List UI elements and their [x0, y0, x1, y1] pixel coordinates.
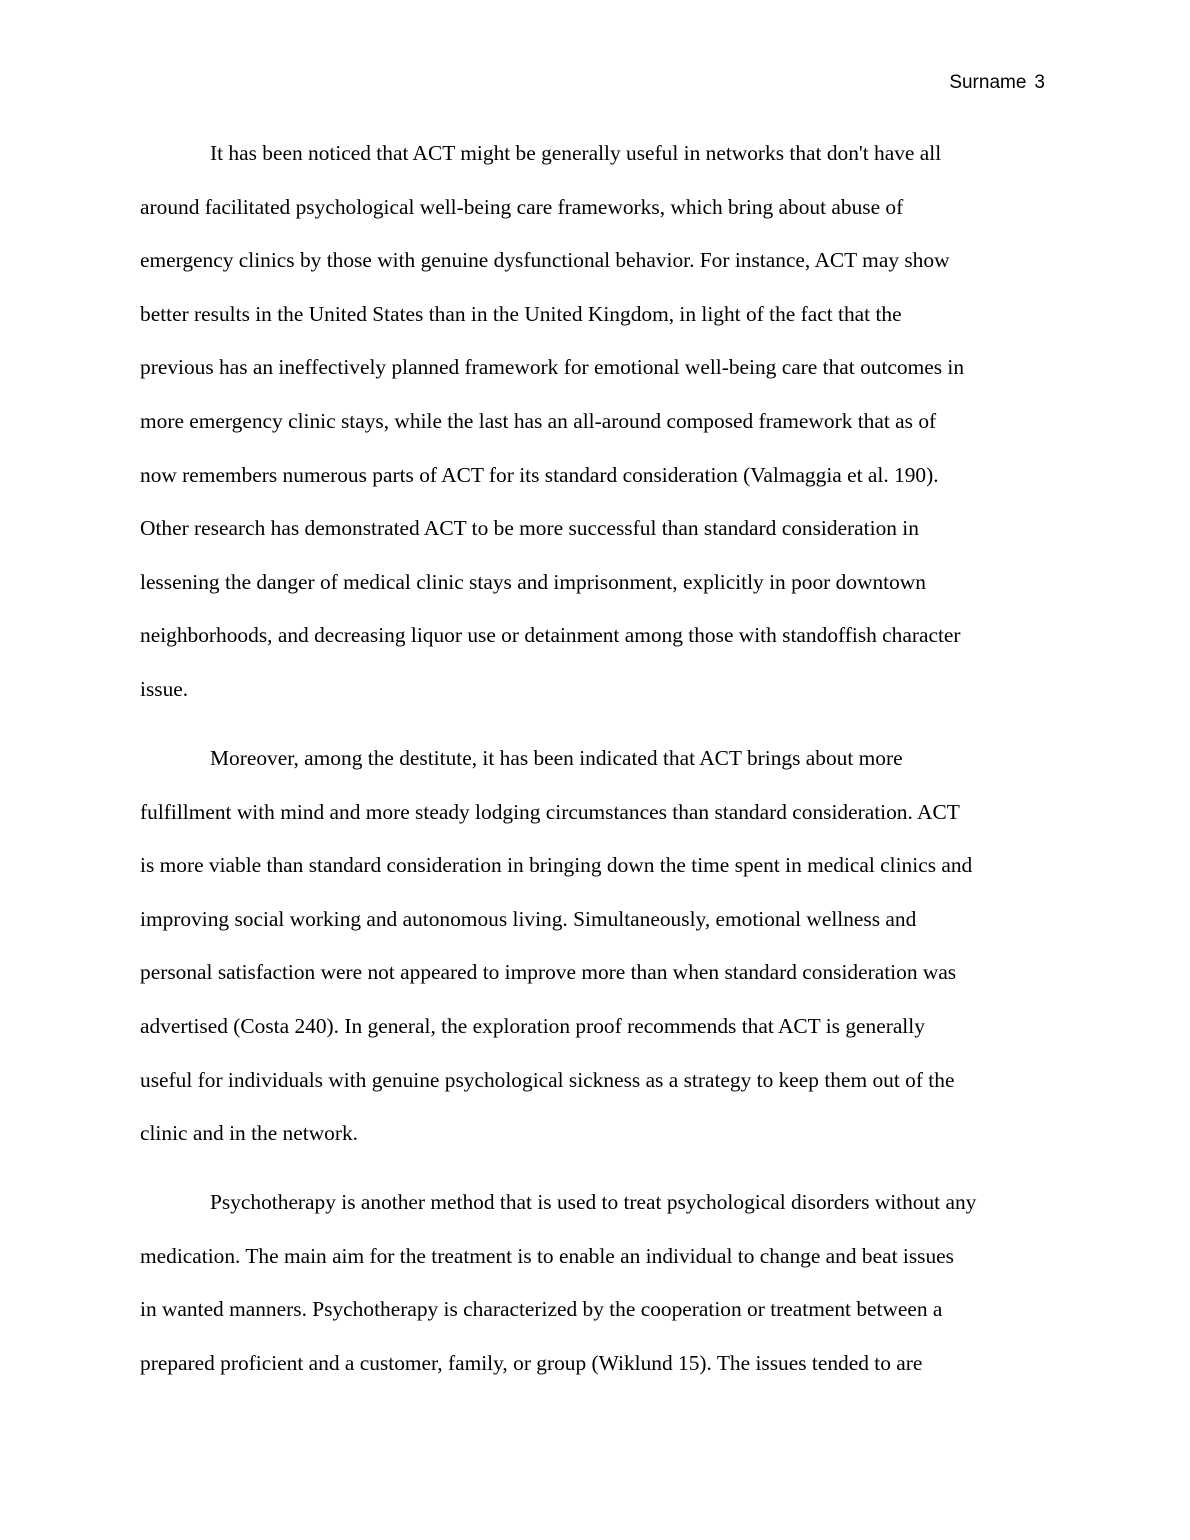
- body-text: [140, 127, 1050, 1406]
- paragraph-line: more emergency clinic stays, while the last has an all-around composed framework that as of: [140, 408, 937, 433]
- paragraph-line: useful for individuals with genuine psychological sickness as a strategy to keep them out of the: [140, 1067, 955, 1092]
- paragraph-line: issue.: [140, 676, 189, 701]
- paragraph-line: previous has an ineffectively planned framework for emotional well-being care that outcomes in: [140, 355, 965, 380]
- paragraph-line: emergency clinics by those with genuine dysfunctional behavior. For instance, ACT may show: [140, 248, 950, 273]
- paragraph-line: now remembers numerous parts of ACT for its standard consideration (Valmaggia et al. 190).: [140, 462, 939, 487]
- paragraph-line: is more viable than standard consideration in bringing down the time spent in medical clinics and: [140, 853, 973, 878]
- page-header: [949, 70, 1045, 96]
- paragraph-line: neighborhoods, and decreasing liquor use or detainment among those with standoffish character: [140, 623, 961, 648]
- header-surname: Surname: [949, 72, 1027, 93]
- paragraph-line: prepared proficient and a customer, family, or group (Wiklund 15). The issues tended to are: [140, 1351, 923, 1376]
- paragraph-line: personal satisfaction were not appeared to improve more than when standard consideration was: [140, 960, 957, 985]
- paragraph-line: advertised (Costa 240). In general, the exploration proof recommends that ACT is generally: [140, 1014, 925, 1038]
- paragraph-line: clinic and in the network.: [140, 1121, 359, 1146]
- paragraph-line: improving social working and autonomous living. Simultaneously, emotional wellness and: [140, 906, 917, 931]
- paragraph-line: medication. The main aim for the treatment is to enable an individual to change and beat issues: [140, 1243, 954, 1268]
- paragraph-line: It has been noticed that ACT might be generally useful in networks that don't have all: [210, 141, 942, 165]
- paragraph-line: Other research has demonstrated ACT to be more successful than standard consideration in: [140, 516, 919, 541]
- paragraph-2: [140, 732, 1050, 1161]
- paragraph-3: [140, 1176, 1050, 1390]
- paragraph-line: fulfillment with mind and more steady lodging circumstances than standard consideration. ACT: [140, 799, 960, 824]
- paragraph-line: lessening the danger of medical clinic stays and imprisonment, explicitly in poor downtown: [140, 569, 926, 594]
- paragraph-1: [140, 127, 1050, 717]
- paragraph-line: Moreover, among the destitute, it has been indicated that ACT brings about more: [210, 746, 903, 771]
- paragraph-line: in wanted manners. Psychotherapy is characterized by the cooperation or treatment between a: [140, 1297, 943, 1322]
- paragraph-line: better results in the United States than in the United Kingdom, in light of the fact that the: [140, 301, 902, 326]
- paragraph-line: Psychotherapy is another method that is used to treat psychological disorders without any: [210, 1190, 977, 1215]
- header-page-number: 3: [1034, 72, 1045, 93]
- paragraph-line: around facilitated psychological well-being care frameworks, which bring about abuse of: [140, 194, 904, 219]
